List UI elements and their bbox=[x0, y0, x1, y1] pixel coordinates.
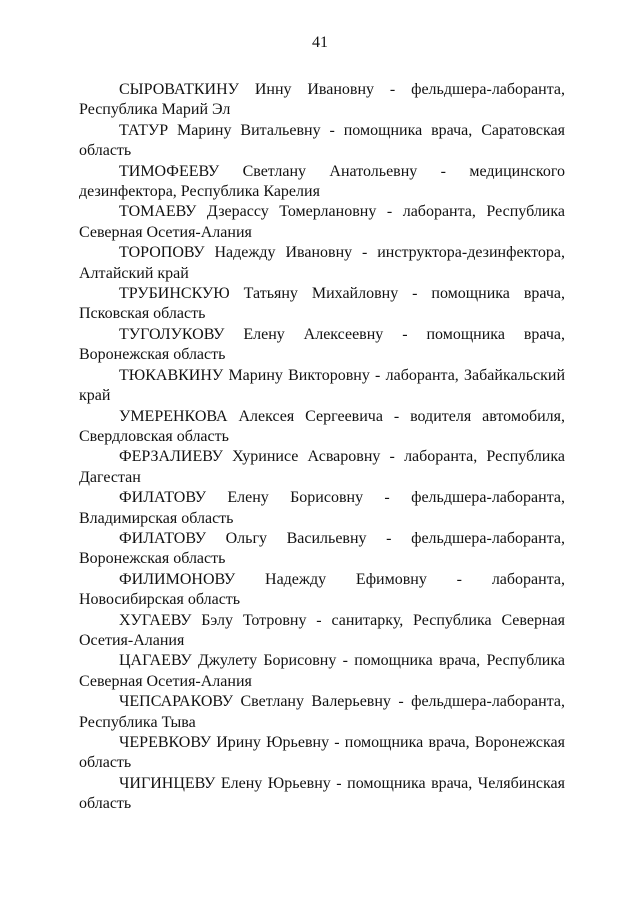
list-item: ЧЕПСАРАКОВУ Светлану Валерьевну - фельдшера-лаборанта, Республика Тыва bbox=[79, 693, 565, 731]
list-item: ТРУБИНСКУЮ Татьяну Михайловну - помощника врача, Псковская область bbox=[79, 285, 565, 323]
list-item: ЧИГИНЦЕВУ Елену Юрьевну - помощника врача, Челябинская область bbox=[79, 774, 565, 813]
list-item: ФЕРЗАЛИЕВУ Хуринисе Асваровну - лаборанта, Республика Дагестан bbox=[79, 448, 565, 486]
list-item: ЧЕРЕВКОВУ Ирину Юрьевну - помощника врача, Воронежская область bbox=[79, 734, 565, 772]
list-item: ТОМАЕВУ Дзерассу Томерлановну - лаборанта, Республика Северная Осетия-Алания bbox=[79, 203, 565, 241]
page-number: 41 bbox=[312, 34, 328, 51]
list-item: УМЕРЕНКОВА Алексея Сергеевича - водителя автомобиля, Свердловская область bbox=[79, 407, 565, 445]
list-item: ФИЛИМОНОВУ Надежду Ефимовну - лаборанта, Новосибирская область bbox=[79, 570, 565, 609]
list-item: ФИЛАТОВУ Елену Борисовну - фельдшера-лаборанта, Владимирская область bbox=[79, 489, 565, 527]
list-item: СЫРОВАТКИНУ Инну Ивановну - фельдшера-лаборанта, Республика Марий Эл bbox=[79, 81, 565, 119]
award-list bbox=[79, 80, 565, 815]
list-item: ТИМОФЕЕВУ Светлану Анатольевну - медицинского дезинфектора, Республика Карелия bbox=[79, 162, 565, 201]
list-item: ЦАГАЕВУ Джулету Борисовну - помощника врача, Республика Северная Осетия-Алания bbox=[79, 652, 565, 690]
list-item: ФИЛАТОВУ Ольгу Васильевну - фельдшера-лаборанта, Воронежская область bbox=[79, 529, 565, 568]
list-item: ХУГАЕВУ Бэлу Тотровну - санитарку, Республика Северная Осетия-Алания bbox=[79, 611, 565, 649]
list-item: ТУГОЛУКОВУ Елену Алексеевну - помощника врача, Воронежская область bbox=[79, 325, 565, 364]
list-item: ТЮКАВКИНУ Марину Викторовну - лаборанта, Забайкальский край bbox=[79, 366, 565, 405]
list-item: ТАТУР Марину Витальевну - помощника врача, Саратовская область bbox=[79, 121, 565, 160]
list-item: ТОРОПОВУ Надежду Ивановну - инструктора-дезинфектора, Алтайский край bbox=[79, 244, 565, 282]
